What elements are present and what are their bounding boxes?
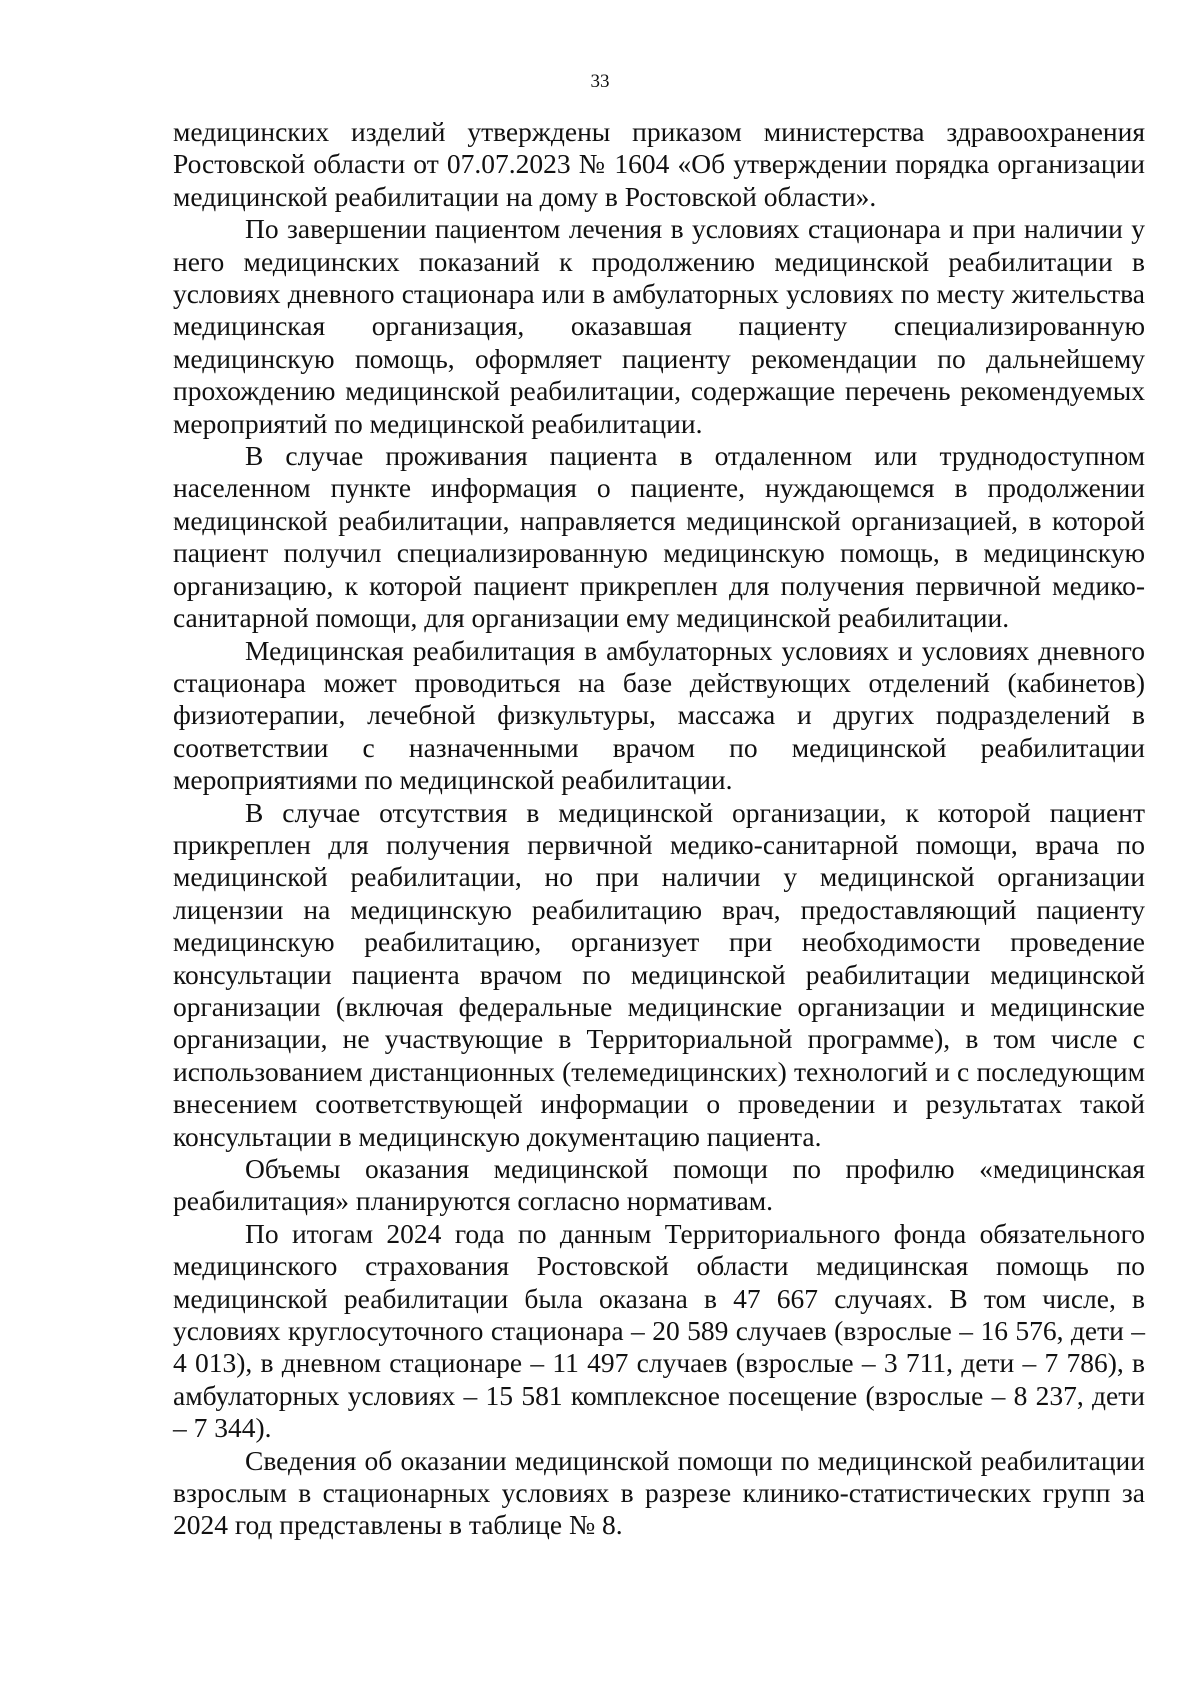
page-number: 33 xyxy=(590,71,610,92)
paragraph-continuation: медицинских изделий утверждены приказом министерства здравоохранения Ростовской области от 07.07.2023 № 1604 «Об утверждении порядка организации медицинской реабилитации на дому в Ростовской области». xyxy=(173,116,1145,212)
paragraph-outpatient-rehab: Медицинская реабилитация в амбулаторных условиях и условиях дневного стационара может проводиться на базе действующих отделений (кабинетов) физиотерапии, лечебной физкультуры, массажа и других подразделений в соответствии с назначенными врачом по медицинской реабилитации мероприятиями по медицинской реабилитации. xyxy=(173,634,1145,796)
paragraph-rehab-recommendations: По завершении пациентом лечения в условиях стационара и при наличии у него медицинских показаний к продолжению медицинской реабилитации в условиях дневного стационара или в амбулаторных условиях по месту жительства медицинская организация, оказавшая пациенту специализированную медицинскую помощь, оформляет пациенту рекомендации по дальнейшему прохождению медицинской реабилитации, содержащие перечень рекомендуемых мероприятий по медицинской реабилитации. xyxy=(173,213,1145,439)
paragraph-volumes: Объемы оказания медицинской помощи по профилю «медицинская реабилитация» планируются согласно нормативам. xyxy=(173,1153,1145,1217)
paragraph-table-reference: Сведения об оказании медицинской помощи по медицинской реабилитации взрослым в стационарных условиях в разрезе клинико-статистических групп за 2024 год представлены в таблице № 8. xyxy=(173,1444,1145,1541)
paragraph-no-rehab-doctor: В случае отсутствия в медицинской организации, к которой пациент прикреплен для получения первичной медико-санитарной помощи, врача по медицинской реабилитации, но при наличии у медицинской организации лицензии на медицинскую реабилитацию врач, предоставляющий пациенту медицинскую реабилитацию, организует при необходимости проведение консультации пациента врачом по медицинской реабилитации медицинской организации (включая федеральные медицинские организации и медицинские организации, не участвующие в Территориальной программе), в том числе с использованием дистанционных (телемедицинских) технологий и с последующим внесением соответствующей информации о проведении и результатах такой консультации в медицинскую документацию пациента. xyxy=(173,796,1145,1152)
document-body xyxy=(173,116,1145,1542)
paragraph-remote-residence: В случае проживания пациента в отдаленном или труднодоступном населенном пункте информация о пациенте, нуждающемся в продолжении медицинской реабилитации, направляется медицинской организацией, в которой пациент получил специализированную медицинскую помощь, в медицинскую организацию, к которой пациент прикреплен для получения первичной медико-санитарной помощи, для организации ему медицинской реабилитации. xyxy=(173,440,1145,634)
paragraph-2024-results: По итогам 2024 года по данным Территориального фонда обязательного медицинского страхования Ростовской области медицинская помощь по медицинской реабилитации была оказана в 47 667 случаях. В том числе, в условиях круглосуточного стационара – 20 589 случаев (взрослые – 16 576, дети – 4 013), в дневном стационаре – 11 497 случаев (взрослые – 3 711, дети – 7 786), в амбулаторных условиях – 15 581 комплексное посещение (взрослые – 8 237, дети – 7 344). xyxy=(173,1217,1145,1444)
